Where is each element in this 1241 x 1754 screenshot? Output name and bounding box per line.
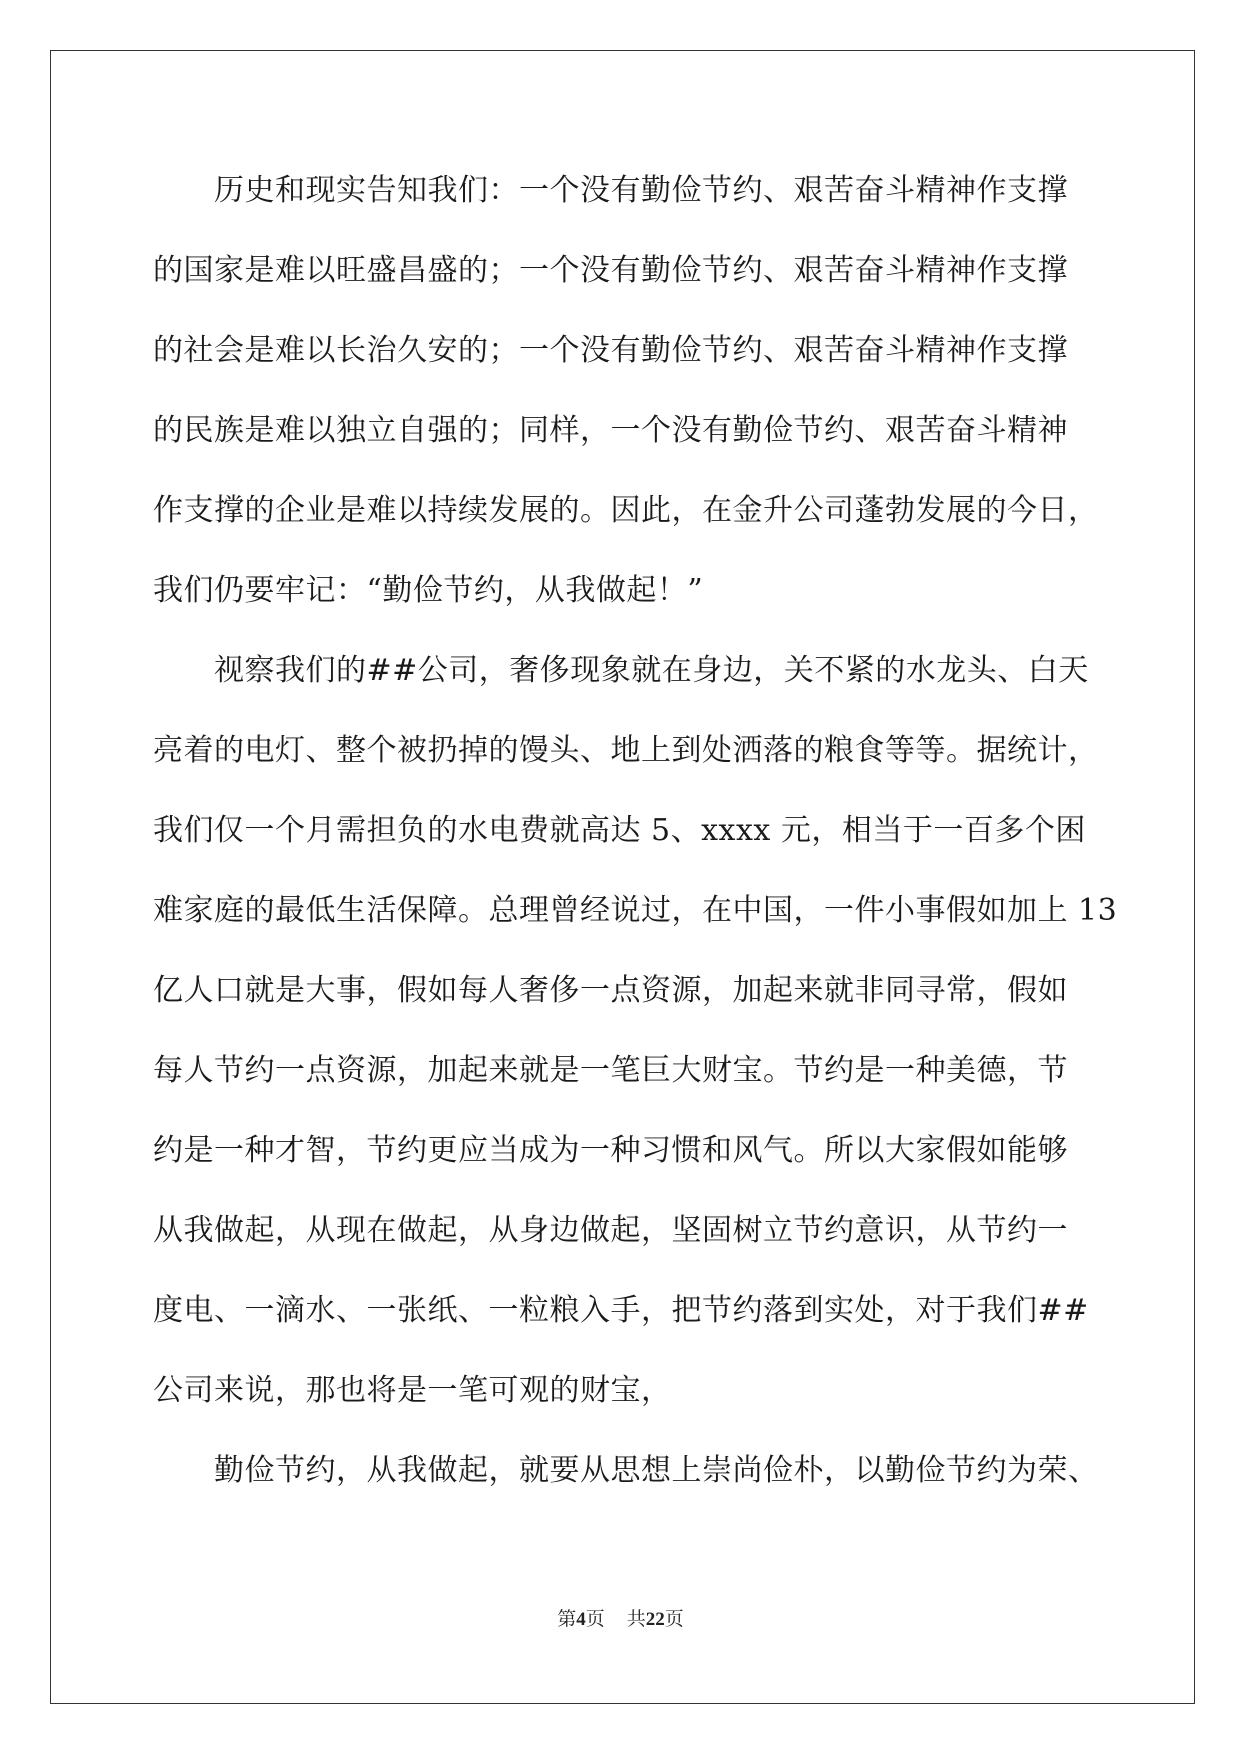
- page-prefix: 第: [557, 1608, 577, 1630]
- page-suffix: 页: [585, 1608, 605, 1630]
- paragraph-1-line-6: 我们仍要牢记：“勤俭节约，从我做起！”: [153, 573, 704, 608]
- paragraph-1-line-4: 的民族是难以独立自强的；同样，一个没有勤俭节约、艰苦奋斗精神: [153, 413, 1068, 448]
- paragraph-1-line-3: 的社会是难以长治久安的；一个没有勤俭节约、艰苦奋斗精神作支撑: [153, 333, 1068, 368]
- total-suffix: 页: [664, 1608, 684, 1630]
- paragraph-2-line-8: 从我做起，从现在做起，从身边做起，坚固树立节约意识，从节约一: [153, 1213, 1068, 1248]
- paragraph-2-line-2: 亮着的电灯、整个被扔掉的馒头、地上到处洒落的粮食等等。据统计，: [153, 733, 1099, 768]
- paragraph-3-line-1: 勤俭节约，从我做起，就要从思想上崇尚俭朴，以勤俭节约为荣、: [214, 1453, 1099, 1488]
- paragraph-2-line-4: 难家庭的最低生活保障。总理曾经说过，在中国，一件小事假如加上 13: [153, 893, 1118, 928]
- page-number: 4: [576, 1609, 586, 1630]
- paragraph-2-line-1: 视察我们的##公司，奢侈现象就在身边，关不紧的水龙头、白天: [214, 653, 1089, 688]
- paragraph-1-line-5: 作支撑的企业是难以持续发展的。因此，在金升公司蓬勃发展的今日，: [153, 493, 1099, 528]
- paragraph-1-line-1: 历史和现实告知我们：一个没有勤俭节约、艰苦奋斗精神作支撑: [214, 173, 1068, 208]
- paragraph-2-line-7: 约是一种才智，节约更应当成为一种习惯和风气。所以大家假如能够: [153, 1133, 1068, 1168]
- paragraph-2-line-9: 度电、一滴水、一张纸、一粒粮入手，把节约落到实处，对于我们##: [153, 1293, 1089, 1328]
- paragraph-1-line-2: 的国家是难以旺盛昌盛的；一个没有勤俭节约、艰苦奋斗精神作支撑: [153, 253, 1068, 288]
- total-pages: 22: [645, 1609, 665, 1630]
- total-prefix: 共: [626, 1608, 646, 1630]
- paragraph-2-line-3: 我们仅一个月需担负的水电费就高达 5、xxxx 元，相当于一百多个困: [153, 813, 1086, 848]
- page-footer: [0, 1606, 1241, 1633]
- paragraph-2-line-10: 公司来说，那也将是一笔可观的财宝，: [153, 1373, 672, 1408]
- paragraph-2-line-5: 亿人口就是大事，假如每人奢侈一点资源，加起来就非同寻常，假如: [153, 973, 1068, 1008]
- paragraph-2-line-6: 每人节约一点资源，加起来就是一笔巨大财宝。节约是一种美德，节: [153, 1053, 1068, 1088]
- document-body: [153, 165, 1118, 1525]
